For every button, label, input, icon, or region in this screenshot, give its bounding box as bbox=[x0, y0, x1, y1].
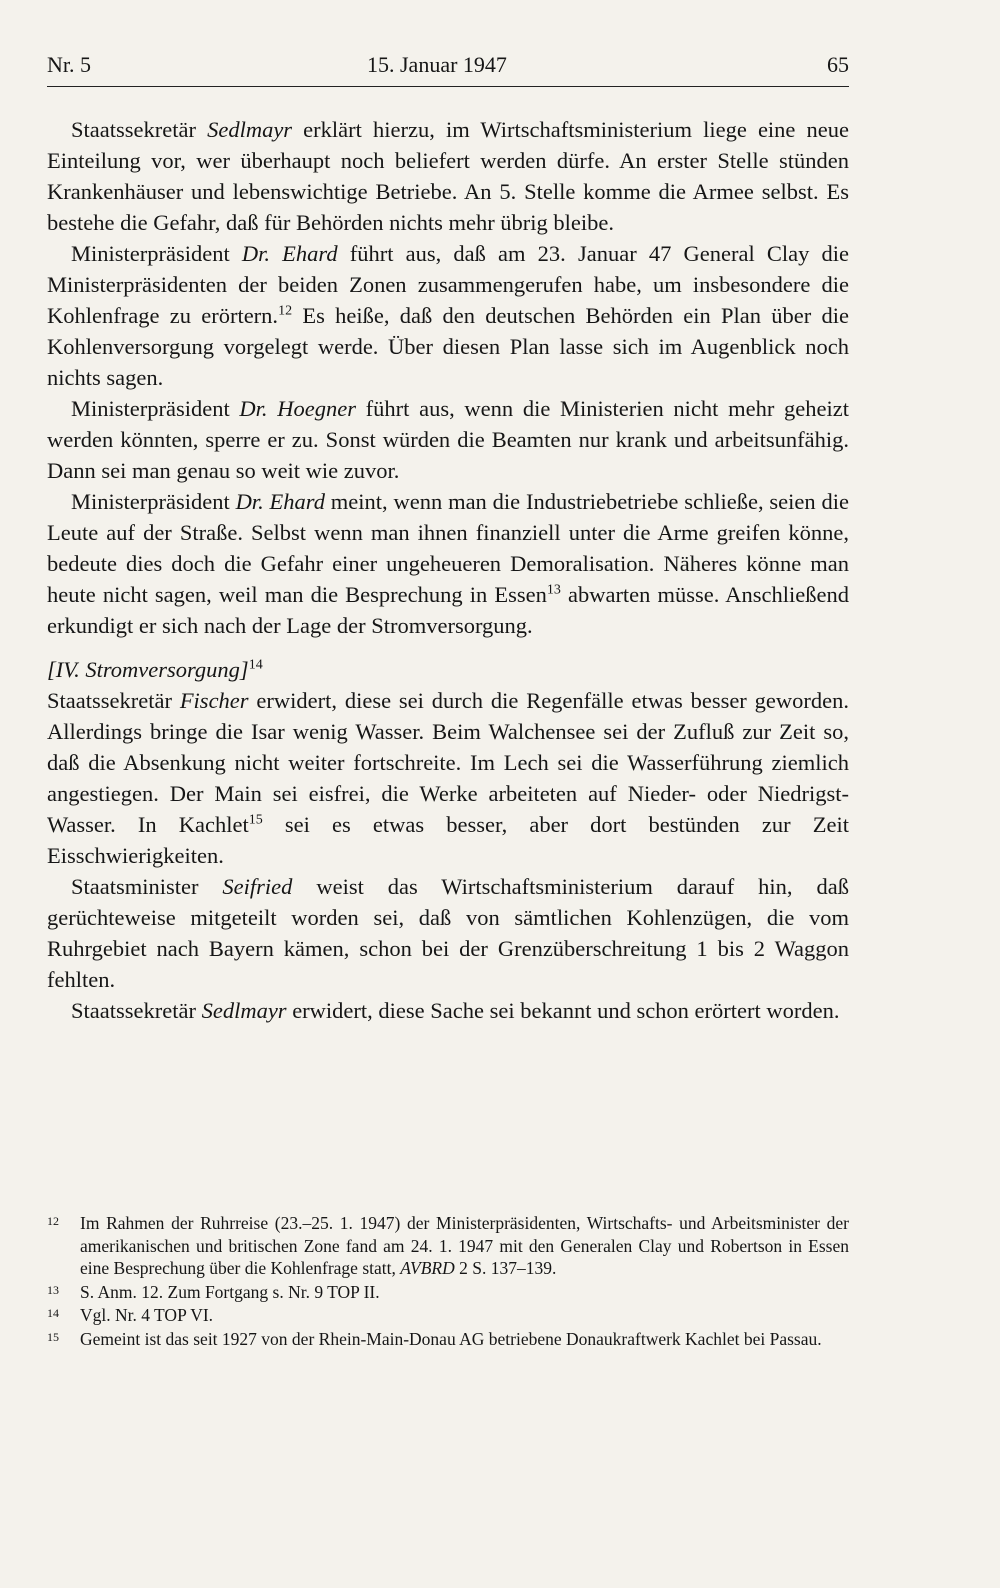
speaker-name: Dr. Ehard bbox=[241, 241, 338, 266]
footnote-ref[interactable]: 12 bbox=[278, 303, 293, 319]
paragraph-3: Ministerpräsident Dr. Hoegner führt aus, wenn die Ministerien nicht mehr geheizt werden könnten, sperre er zu. Sonst würden die Beamten nur krank und arbeitsunfähig. Dann sei man genau so weit wie zuvor. bbox=[47, 396, 849, 483]
footnote-13: 13 S. Anm. 12. Zum Fortgang s. Nr. 9 TOP II. bbox=[47, 1281, 380, 1302]
footnote-number: 14 bbox=[47, 1306, 59, 1320]
speaker-name: Seifried bbox=[222, 874, 293, 899]
footnotes bbox=[47, 1212, 849, 1351]
speaker-name: Dr. Hoegner bbox=[239, 396, 356, 421]
paragraph-7: Staatssekretär Sedlmayr erwidert, diese Sache sei bekannt und schon erörtert worden. bbox=[71, 998, 840, 1023]
footnote-12: 12 Im Rahmen der Ruhrreise (23.–25. 1. 1947) der Ministerpräsidenten, Wirtschafts- und Arbeitsminister der amerikanischen und britischen Zone fand am 24. 1. 1947 mit den Generalen Clay und Robertson in Essen eine Besprechung über die Kohlenfrage statt, AVBRD 2 S. 137–139. bbox=[47, 1213, 849, 1278]
document-number: Nr. 5 bbox=[47, 52, 91, 77]
footnote-15: 15 Gemeint ist das seit 1927 von der Rhein-Main-Donau AG betriebene Donaukraftwerk Kachlet bei Passau. bbox=[47, 1328, 822, 1349]
paragraph-6: Staatsminister Seifried weist das Wirtschaftsministerium darauf hin, daß gerüchteweise mitgeteilt worden sei, daß von sämtlichen Kohlenzügen, die vom Ruhrgebiet nach Bayern kämen, schon bei der Grenzüberschreitung 1 bis 2 Waggon fehlten. bbox=[47, 874, 849, 992]
paragraph-5: Staatssekretär Fischer erwidert, diese sei durch die Regenfälle etwas besser geworden. Allerdings bringe die Isar wenig Wasser. Beim Walchensee sei der Zufluß zur Zeit so, daß die Absenkung nicht weiter fortschreite. Im Lech sei die Wasserführung ziemlich angestiegen. Der Main sei eisfrei, die Werke arbeiteten auf Nieder- oder Niedrigst-Wasser. In Kachlet$^{15}$ sei es etwas besser, aber dort bestünden zur Zeit Eisschwierigkeiten. bbox=[47, 688, 849, 868]
footnote-ref[interactable]: 14 bbox=[248, 657, 263, 673]
page-number: 65 bbox=[827, 52, 849, 77]
section-heading: [IV. Stromversorgung]$^{14}$ bbox=[47, 657, 263, 682]
speaker-name: Sedlmayr bbox=[201, 998, 287, 1023]
footnote-14: 14 Vgl. Nr. 4 TOP VI. bbox=[47, 1305, 214, 1325]
footnote-number: 12 bbox=[47, 1214, 59, 1228]
speaker-name: Sedlmayr bbox=[207, 117, 293, 142]
document-date: 15. Januar 1947 bbox=[367, 52, 507, 77]
footnote-number: 13 bbox=[47, 1282, 59, 1297]
footnote-ref[interactable]: 15 bbox=[248, 812, 263, 828]
running-header bbox=[47, 46, 849, 87]
speaker-name: Fischer bbox=[179, 688, 249, 713]
footnote-ref[interactable]: 13 bbox=[546, 582, 561, 598]
paragraph-4: Ministerpräsident Dr. Ehard meint, wenn man die Industriebetriebe schließe, seien die Leute auf der Straße. Selbst wenn man ihnen finanziell unter die Arme greifen könne, bedeute dies doch die Gefahr einer ungeheueren Demoralisation. Näheres könne man heute nicht sagen, weil man die Besprechung in Essen$^{13}$ abwarten müsse. Anschließend erkundigt er sich nach der Lage der Stromversorgung. bbox=[47, 489, 849, 638]
footnote-number: 15 bbox=[47, 1329, 59, 1344]
speaker-name: Dr. Ehard bbox=[235, 489, 325, 514]
main-text bbox=[47, 114, 849, 1026]
paragraph-1: Staatssekretär Sedlmayr erklärt hierzu, im Wirtschaftsministerium liege eine neue Einteilung vor, wer überhaupt noch beliefert werden dürfe. An erster Stelle stünden Krankenhäuser und lebenswichtige Betriebe. An 5. Stelle komme die Armee selbst. Es bestehe die Gefahr, daß für Behörden nichts mehr übrig bleibe. bbox=[47, 117, 850, 235]
paragraph-2: Ministerpräsident Dr. Ehard führt aus, daß am 23. Januar 47 General Clay die Ministerpräsidenten der beiden Zonen zusammengerufen habe, um insbesondere die Kohlenfrage zu erörtern.$^{12}$ Es heiße, daß den deutschen Behörden ein Plan über die Kohlenversorgung vorgelegt werde. Über diesen Plan lasse sich im Augenblick noch nichts sagen. bbox=[47, 241, 850, 390]
